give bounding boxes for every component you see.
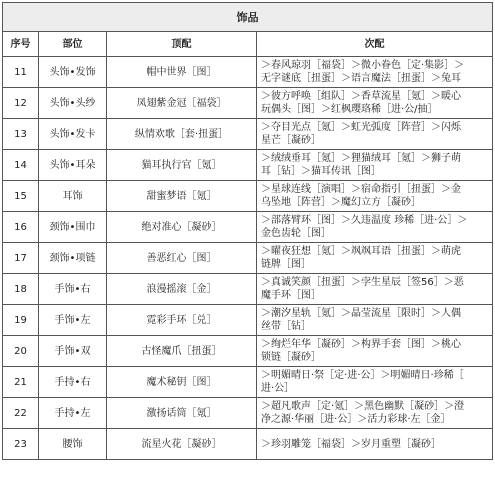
- row-number: 18: [3, 274, 39, 305]
- row-number: 20: [3, 336, 39, 367]
- header-top-pick: 顶配: [107, 32, 257, 57]
- header-row: [3, 32, 493, 57]
- table-row: [3, 305, 493, 336]
- secondary-line: ＞绒绒垂耳［氪］＞狸猫绒耳［氪］＞狮子萌: [261, 153, 461, 164]
- header-secondary-pick: 次配: [257, 32, 493, 57]
- row-secondary-pick: [257, 274, 493, 305]
- row-secondary-pick: [257, 367, 493, 398]
- secondary-line: ＞明媚晴日·祭［定·进·公］＞明媚晴日·珍稀［: [261, 370, 464, 381]
- accessory-table-container: [2, 2, 492, 484]
- header-slot: 部位: [39, 32, 107, 57]
- table-row: [3, 274, 493, 305]
- row-top-pick: 浪漫摇滚［金］: [107, 274, 257, 305]
- secondary-line: 玩偶头［图］＞红枫瓔珞稀［进·公/抽］: [261, 104, 438, 115]
- table-row: [3, 181, 493, 212]
- secondary-line: ＞星球连线［演唱］＞宿命指引［扭蛋］＞金: [261, 184, 461, 195]
- row-top-pick: 纵情欢歌［套·扭蛋］: [107, 119, 257, 150]
- row-secondary-pick: [257, 243, 493, 274]
- secondary-line: ＞曜夜狂想［氪］＞飒飒耳语［扭蛋］＞萌虎: [261, 246, 461, 257]
- row-top-pick: 流星火花［凝砂］: [107, 429, 257, 460]
- secondary-line: 乌坠地［阵营］＞魔幻立方［凝砂］: [261, 197, 421, 208]
- row-secondary-pick: [257, 88, 493, 119]
- row-top-pick: 凤翅紫金冠［福袋］: [107, 88, 257, 119]
- secondary-line: 丝带［钻］: [261, 321, 311, 332]
- row-slot: 手饰•双: [39, 336, 107, 367]
- table-row: [3, 243, 493, 274]
- secondary-line: ＞部落臂环［图］＞久违温度 珍稀［进·公］＞: [261, 215, 468, 226]
- accessory-table: [2, 2, 493, 460]
- table-row: [3, 212, 493, 243]
- row-number: 11: [3, 57, 39, 88]
- secondary-line: 无字谜底［扭蛋］＞语言魔法［扭蛋］＞兔耳: [261, 73, 461, 84]
- table-row: [3, 119, 493, 150]
- row-slot: 手持•左: [39, 398, 107, 429]
- row-slot: 头饰•发卡: [39, 119, 107, 150]
- secondary-line: ＞真诚笑颜［扭蛋］＞孛生星辰［签56］＞恶: [261, 277, 464, 288]
- row-secondary-pick: [257, 429, 493, 460]
- table-row: [3, 336, 493, 367]
- row-number: 23: [3, 429, 39, 460]
- table-row: [3, 150, 493, 181]
- row-number: 17: [3, 243, 39, 274]
- row-number: 12: [3, 88, 39, 119]
- row-number: 21: [3, 367, 39, 398]
- secondary-line: ＞彼方呼唤［组队］＞香草流星［氪］＞暖心: [261, 91, 461, 102]
- secondary-line: ＞夺目光点［氪］＞虹光弧度［阵营］＞闪烁: [261, 122, 461, 133]
- row-top-pick: 古怪魔爪［扭蛋］: [107, 336, 257, 367]
- row-secondary-pick: [257, 150, 493, 181]
- row-top-pick: 帽中世界［图］: [107, 57, 257, 88]
- row-top-pick: 善恶红心［图］: [107, 243, 257, 274]
- row-slot: 颈饰•围巾: [39, 212, 107, 243]
- secondary-line: ＞春风琼羽［福袋］＞微小眷色［定·集影］＞: [261, 60, 465, 71]
- row-slot: 手饰•右: [39, 274, 107, 305]
- row-top-pick: 魔术秘钥［图］: [107, 367, 257, 398]
- row-top-pick: 猫耳执行官［氪］: [107, 150, 257, 181]
- table-row: [3, 57, 493, 88]
- row-slot: 手持•右: [39, 367, 107, 398]
- row-slot: 头饰•耳朵: [39, 150, 107, 181]
- row-number: 15: [3, 181, 39, 212]
- row-slot: 手饰•左: [39, 305, 107, 336]
- row-secondary-pick: [257, 119, 493, 150]
- secondary-line: 净之源·华丽［进·公］＞活力彩球·左［金］: [261, 414, 451, 425]
- row-number: 13: [3, 119, 39, 150]
- row-number: 16: [3, 212, 39, 243]
- table-row: [3, 429, 493, 460]
- row-secondary-pick: [257, 212, 493, 243]
- row-number: 14: [3, 150, 39, 181]
- row-top-pick: 绝对准心［凝砂］: [107, 212, 257, 243]
- secondary-line: 耳［钻］＞猫耳传讯［图］: [261, 166, 381, 177]
- table-row: [3, 88, 493, 119]
- table-caption: 饰品: [3, 3, 493, 32]
- secondary-line: ＞珍羽雕笼［福袋］＞岁月重塑［凝砂］: [261, 438, 441, 450]
- row-number: 22: [3, 398, 39, 429]
- row-slot: 腰饰: [39, 429, 107, 460]
- row-secondary-pick: [257, 398, 493, 429]
- row-slot: 颈饰•项链: [39, 243, 107, 274]
- secondary-line: 魔手环［图］: [261, 290, 321, 301]
- row-secondary-pick: [257, 336, 493, 367]
- secondary-line: 锁链［凝砂］: [261, 352, 321, 363]
- table-body: [3, 57, 493, 460]
- row-slot: 头饰•头纱: [39, 88, 107, 119]
- header-number: 序号: [3, 32, 39, 57]
- secondary-line: 进·公］: [261, 383, 295, 394]
- table-row: [3, 398, 493, 429]
- row-secondary-pick: [257, 57, 493, 88]
- table-row: [3, 367, 493, 398]
- row-secondary-pick: [257, 181, 493, 212]
- row-number: 19: [3, 305, 39, 336]
- row-slot: 耳饰: [39, 181, 107, 212]
- secondary-line: 链牌［图］: [261, 259, 311, 270]
- row-top-pick: 甜蜜梦语［氪］: [107, 181, 257, 212]
- secondary-line: ＞潮汐星轨［氪］＞晶莹流星［限时］＞人偶: [261, 308, 461, 319]
- row-top-pick: 激扬话筒［氪］: [107, 398, 257, 429]
- secondary-line: 金色齿轮［图］: [261, 228, 331, 239]
- secondary-line: ＞超凡歌声［定·氪］＞黑色幽默［凝砂］＞澄: [261, 401, 465, 412]
- row-secondary-pick: [257, 305, 493, 336]
- secondary-line: ＞绚烂年华［凝砂］＞构界手套［图］＞桃心: [261, 339, 461, 350]
- secondary-line: 星芒［凝砂］: [261, 135, 321, 146]
- row-top-pick: 霓彩手环［兑］: [107, 305, 257, 336]
- row-slot: 头饰•发饰: [39, 57, 107, 88]
